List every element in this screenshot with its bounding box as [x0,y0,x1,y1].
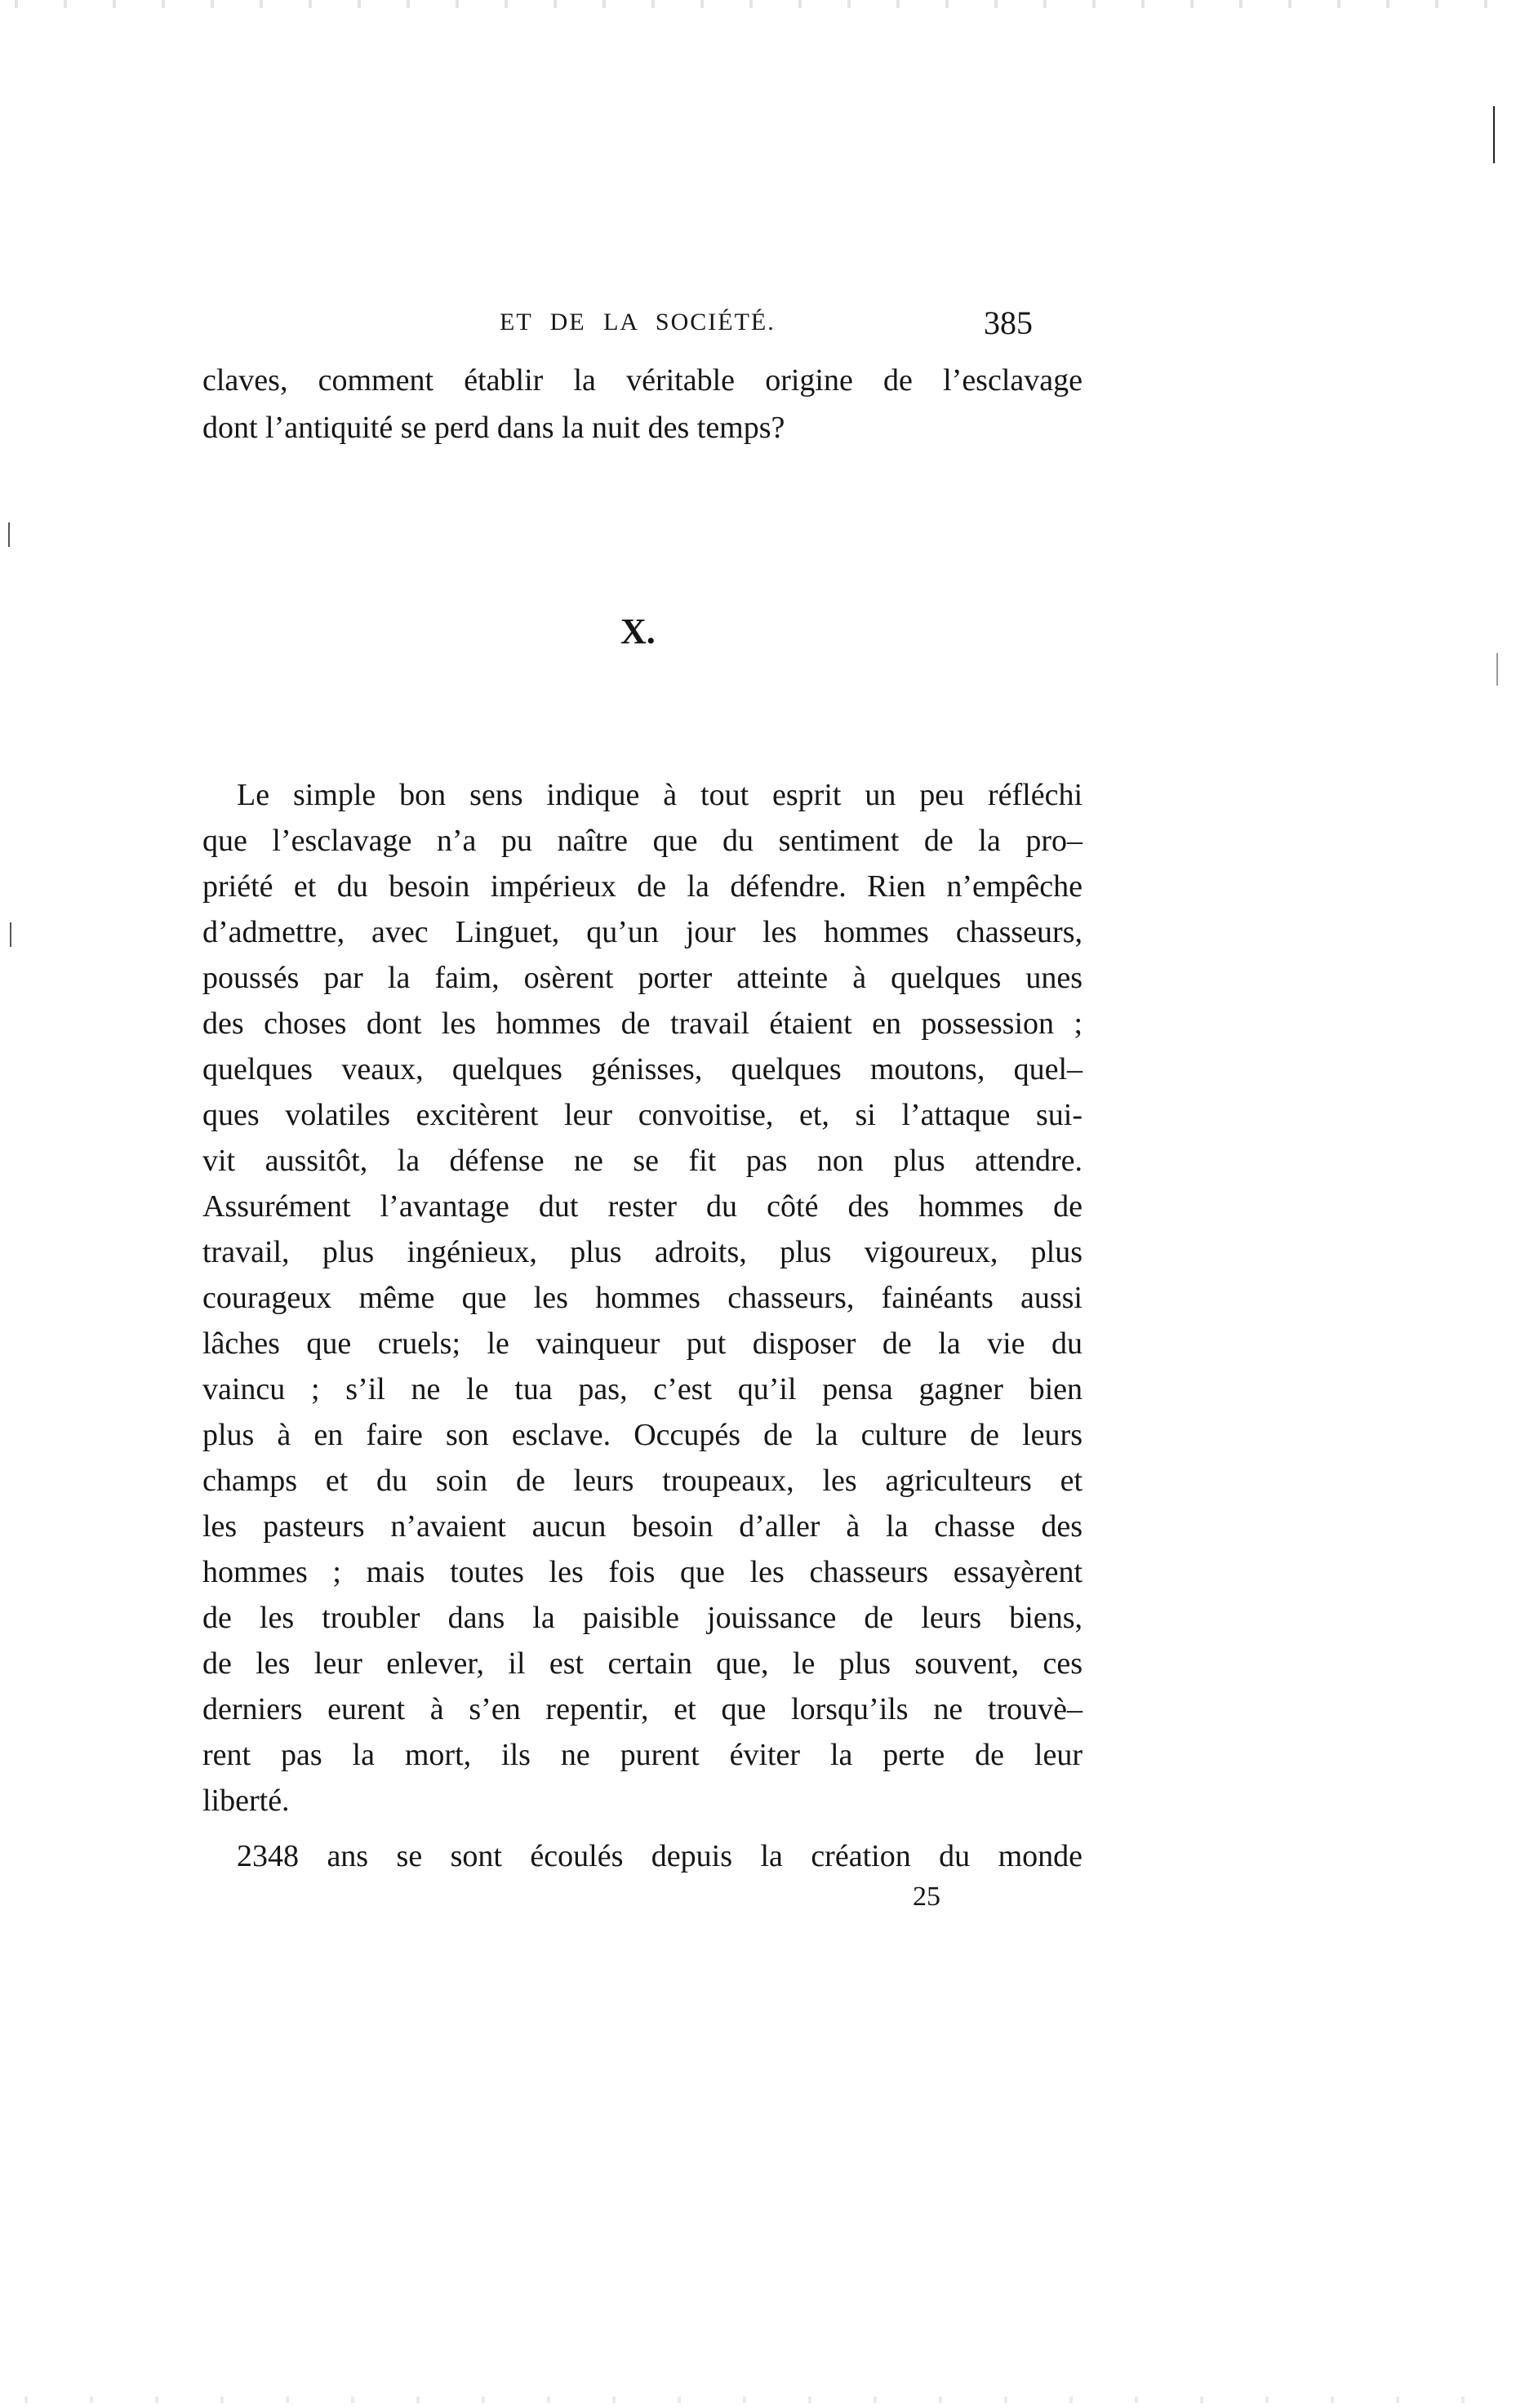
text-line: champs et du soin de leurs troupeaux, les agriculteurs et [202,1464,1083,1498]
text-line: d’admettre, avec Linguet, qu’un jour les hommes chasseurs, [202,915,1083,949]
text-line: Assurément l’avantage dut rester du côté des hommes de [202,1189,1083,1224]
section-heading: X. [620,611,656,651]
text-line: lâches que cruels; le vainqueur put disposer de la vie du [202,1326,1083,1361]
text-line: travail, plus ingénieux, plus adroits, plus vigoureux, plus [202,1235,1083,1269]
scan-edge-top [0,0,1516,8]
page-number: 385 [984,304,1033,341]
text-line: des choses dont les hommes de travail étaient en possession ; [202,1006,1083,1041]
text-line: de les troubler dans la paisible jouissance de leurs biens, [202,1601,1083,1635]
text-line: vit aussitôt, la défense ne se fit pas non plus attendre. [202,1144,1083,1178]
scan-margin-mark [10,922,11,947]
text-line: hommes ; mais toutes les fois que les chasseurs essayèrent [202,1555,1083,1589]
text-line: claves, comment établir la véritable origine de l’esclavage [202,363,1083,398]
text-line: les pasteurs n’avaient aucun besoin d’aller à la chasse des [202,1509,1083,1544]
scan-margin-mark [8,522,10,547]
scan-edge-bottom [0,2397,1516,2403]
text-line: rent pas la mort, ils ne purent éviter la perte de leur [202,1738,1083,1772]
text-line: priété et du besoin impérieux de la défendre. Rien n’empêche [202,869,1083,904]
scan-margin-mark [1496,653,1498,686]
text-line: vaincu ; s’il ne le tua pas, c’est qu’il pensa gagner bien [202,1372,1083,1406]
text-line: dont l’antiquité se perd dans la nuit des temps? [202,411,785,445]
scan-margin-mark [1493,106,1495,163]
paragraph-first-line: Le simple bon sens indique à tout esprit un peu réfléchi [237,778,1083,812]
text-line: courageux même que les hommes chasseurs, fainéants aussi [202,1281,1083,1315]
text-line: derniers eurent à s’en repentir, et que lorsqu’ils ne trouvè– [202,1692,1083,1726]
text-line: liberté. [202,1784,290,1818]
text-line: que l’esclavage n’a pu naître que du sentiment de la pro– [202,824,1083,858]
text-line: plus à en faire son esclave. Occupés de la culture de leurs [202,1418,1083,1452]
paragraph-first-line: 2348 ans se sont écoulés depuis la création du monde [237,1839,1083,1873]
signature-mark: 25 [913,1882,940,1912]
text-line: poussés par la faim, osèrent porter atteinte à quelques unes [202,961,1083,995]
text-line: ques volatiles excitèrent leur convoitise, et, si l’attaque sui- [202,1098,1083,1132]
running-head: ET DE LA SOCIÉTÉ. [500,309,776,335]
text-line: de les leur enlever, il est certain que, le plus souvent, ces [202,1646,1083,1681]
text-line: quelques veaux, quelques génisses, quelques moutons, quel– [202,1052,1083,1086]
